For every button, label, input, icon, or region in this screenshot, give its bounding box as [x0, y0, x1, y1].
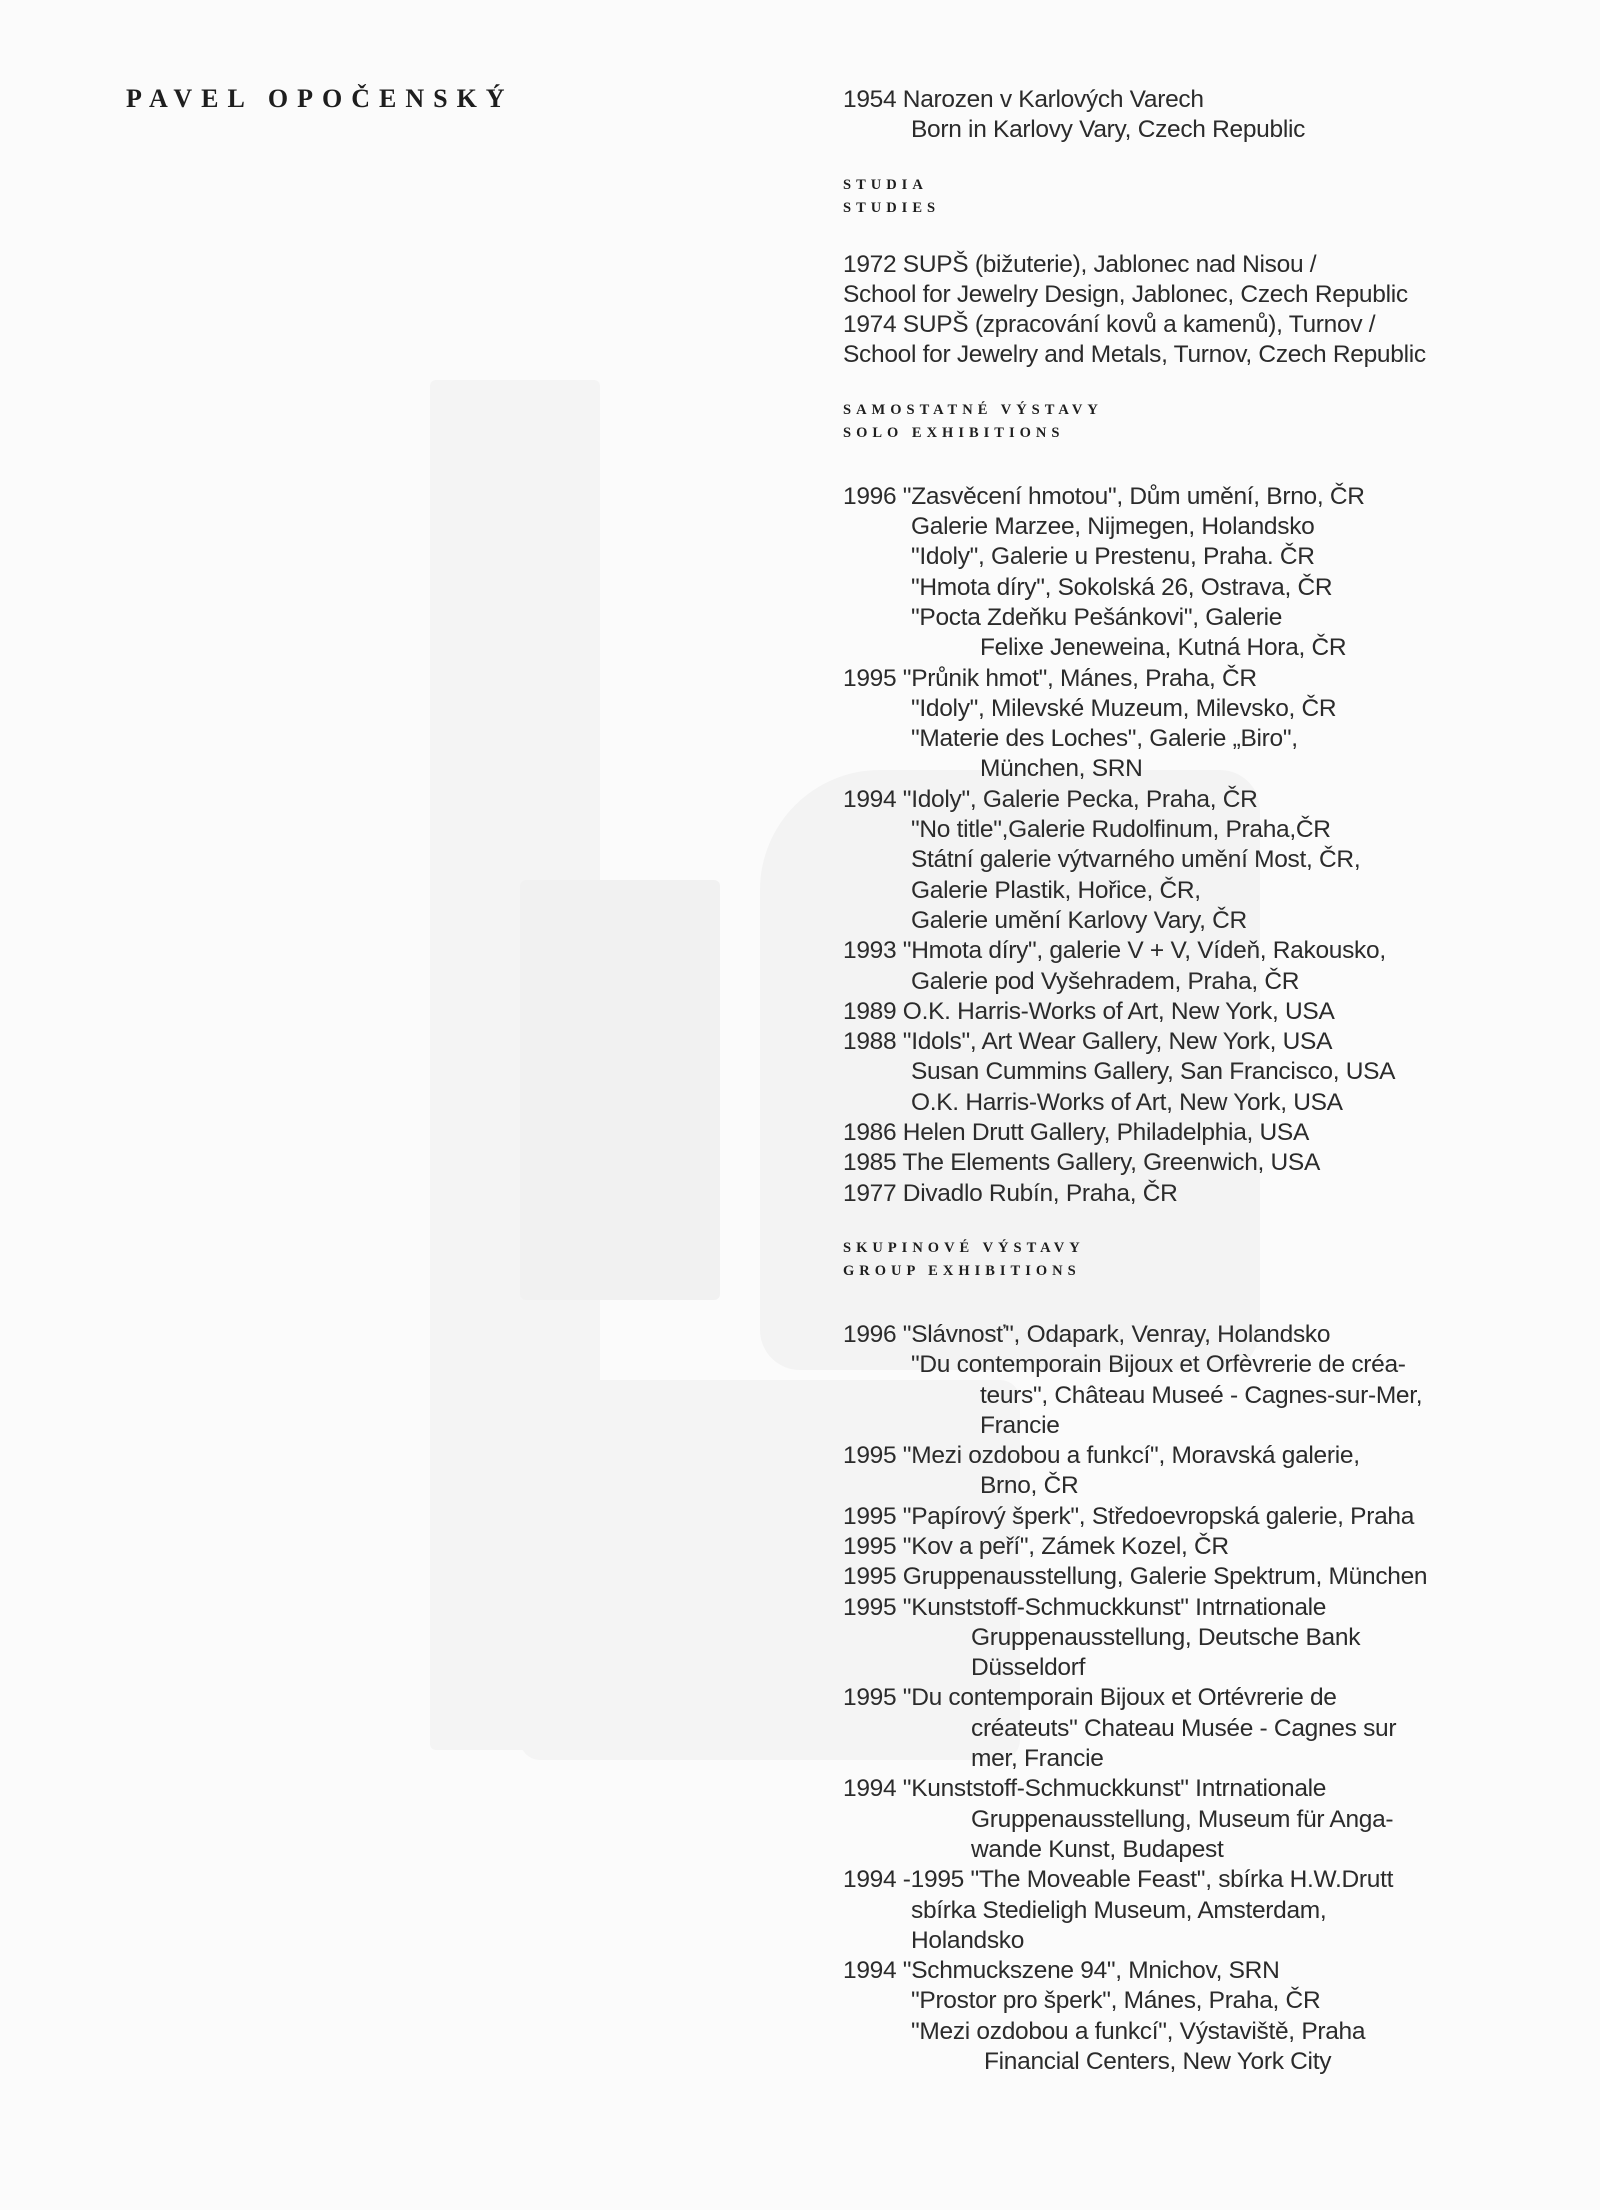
list-item: School for Jewelry and Metals, Turnov, Czech Republic — [843, 341, 1426, 369]
list-item: Galerie pod Vyšehradem, Praha, ČR — [911, 967, 1300, 995]
list-item: "Idoly", Milevské Muzeum, Milevsko, ČR — [911, 694, 1337, 722]
list-item: 1974 SUPŠ (zpracování kovů a kamenů), Turnov / — [843, 311, 1376, 339]
list-item: Financial Centers, New York City — [984, 2048, 1332, 2076]
list-item: 1988 "Idols", Art Wear Gallery, New York, USA — [843, 1028, 1333, 1056]
list-item: sbírka Stedieligh Museum, Amsterdam, — [911, 1896, 1327, 1924]
group-exhibitions-heading — [843, 1237, 1503, 1283]
list-item: 1995 "Mezi ozdobou a funkcí", Moravská galerie, — [843, 1442, 1360, 1470]
list-item: Francie — [980, 1411, 1060, 1439]
list-item: Susan Cummins Gallery, San Francisco, USA — [911, 1058, 1396, 1086]
list-item: Brno, ČR — [980, 1472, 1079, 1500]
list-item: 1995 "Průnik hmot", Mánes, Praha, ČR — [843, 664, 1257, 692]
list-item: 1993 "Hmota díry", galerie V + V, Vídeň, Rakousko, — [843, 937, 1386, 965]
list-item: 1972 SUPŠ (bižuterie), Jablonec nad Nisou / — [843, 250, 1317, 278]
solo-heading-en: SOLO EXHIBITIONS — [843, 424, 1065, 441]
background-watermark-shape — [520, 880, 720, 1300]
studies-heading-en: STUDIES — [843, 199, 941, 216]
list-item: 1986 Helen Drutt Gallery, Philadelphia, USA — [843, 1119, 1310, 1147]
list-item: "Idoly", Galerie u Prestenu, Praha. ČR — [911, 543, 1315, 571]
list-item: 1995 "Papírový šperk", Středoevropská galerie, Praha — [843, 1502, 1415, 1530]
list-item: 1994 "Kunststoff-Schmuckkunst" Intrnationale — [843, 1775, 1327, 1803]
solo-exhibitions-heading — [843, 399, 1503, 445]
solo-heading-cs: SAMOSTATNÉ VÝSTAVY — [843, 401, 1103, 418]
list-item: "Pocta Zdeňku Pešánkovi", Galerie — [911, 603, 1283, 631]
birth-section — [843, 85, 1503, 146]
list-item: 1995 "Du contemporain Bijoux et Ortévrerie de — [843, 1684, 1337, 1712]
artist-name: PAVEL OPOČENSKÝ — [126, 84, 514, 113]
list-item: O.K. Harris-Works of Art, New York, USA — [911, 1088, 1343, 1116]
list-item: "No title",Galerie Rudolfinum, Praha,ČR — [911, 816, 1331, 844]
list-item: Galerie umění Karlovy Vary, ČR — [911, 906, 1247, 934]
list-item: Gruppenausstellung, Deutsche Bank — [971, 1623, 1361, 1651]
list-item: 1994 "Schmuckszene 94", Mnichov, SRN — [843, 1957, 1280, 1985]
birth-line-en: Born in Karlovy Vary, Czech Republic — [911, 116, 1306, 144]
list-item: Galerie Marzee, Nijmegen, Holandsko — [911, 513, 1315, 541]
list-item: créateuts" Chateau Musée - Cagnes sur — [971, 1714, 1397, 1742]
list-item: wande Kunst, Budapest — [971, 1835, 1224, 1863]
list-item: teurs", Château Museé - Cagnes-sur-Mer, — [980, 1381, 1423, 1409]
list-item: 1996 "Slávnosť", Odapark, Venray, Holandsko — [843, 1320, 1331, 1348]
list-item: mer, Francie — [971, 1745, 1104, 1773]
list-item: "Du contemporain Bijoux et Orfèvrerie de créa- — [911, 1351, 1406, 1379]
list-item: Felixe Jeneweina, Kutná Hora, ČR — [980, 634, 1347, 662]
list-item: Gruppenausstellung, Museum für Anga- — [971, 1805, 1394, 1833]
list-item: 1996 "Zasvěcení hmotou", Dům umění, Brno, ČR — [843, 482, 1365, 510]
biography-column — [843, 85, 1503, 2077]
group-exhibitions-list — [843, 1320, 1503, 2077]
list-item: Düsseldorf — [971, 1654, 1086, 1682]
list-item: "Hmota díry", Sokolská 26, Ostrava, ČR — [911, 573, 1333, 601]
list-item: Holandsko — [911, 1926, 1025, 1954]
list-item: "Prostor pro šperk", Mánes, Praha, ČR — [911, 1987, 1321, 2015]
list-item: School for Jewelry Design, Jablonec, Czech Republic — [843, 280, 1408, 308]
list-item: 1995 "Kunststoff-Schmuckkunst" Intrnationale — [843, 1593, 1327, 1621]
group-heading-cs: SKUPINOVÉ VÝSTAVY — [843, 1239, 1085, 1256]
group-heading-en: GROUP EXHIBITIONS — [843, 1262, 1081, 1279]
list-item: München, SRN — [980, 755, 1143, 783]
birth-line-cs: 1954 Narozen v Karlových Varech — [843, 86, 1204, 113]
list-item: 1995 Gruppenausstellung, Galerie Spektrum, München — [843, 1563, 1428, 1591]
list-item: 1994 -1995 "The Moveable Feast", sbírka H.W.Drutt — [843, 1866, 1394, 1894]
studies-list — [843, 250, 1503, 371]
list-item: 1977 Divadlo Rubín, Praha, ČR — [843, 1179, 1178, 1207]
list-item: 1989 O.K. Harris-Works of Art, New York, USA — [843, 997, 1335, 1025]
list-item: 1995 "Kov a peří", Zámek Kozel, ČR — [843, 1532, 1229, 1560]
list-item: 1985 The Elements Gallery, Greenwich, USA — [843, 1149, 1321, 1177]
list-item: "Mezi ozdobou a funkcí", Výstaviště, Praha — [911, 2017, 1366, 2045]
list-item: Státní galerie výtvarného umění Most, ČR, — [911, 846, 1361, 874]
list-item: "Materie des Loches", Galerie „Biro", — [911, 725, 1298, 753]
studies-heading-cs: STUDIA — [843, 176, 928, 193]
solo-exhibitions-list — [843, 482, 1503, 1209]
studies-heading — [843, 174, 1503, 220]
list-item: Galerie Plastik, Hořice, ČR, — [911, 876, 1201, 904]
list-item: 1994 "Idoly", Galerie Pecka, Praha, ČR — [843, 785, 1258, 813]
